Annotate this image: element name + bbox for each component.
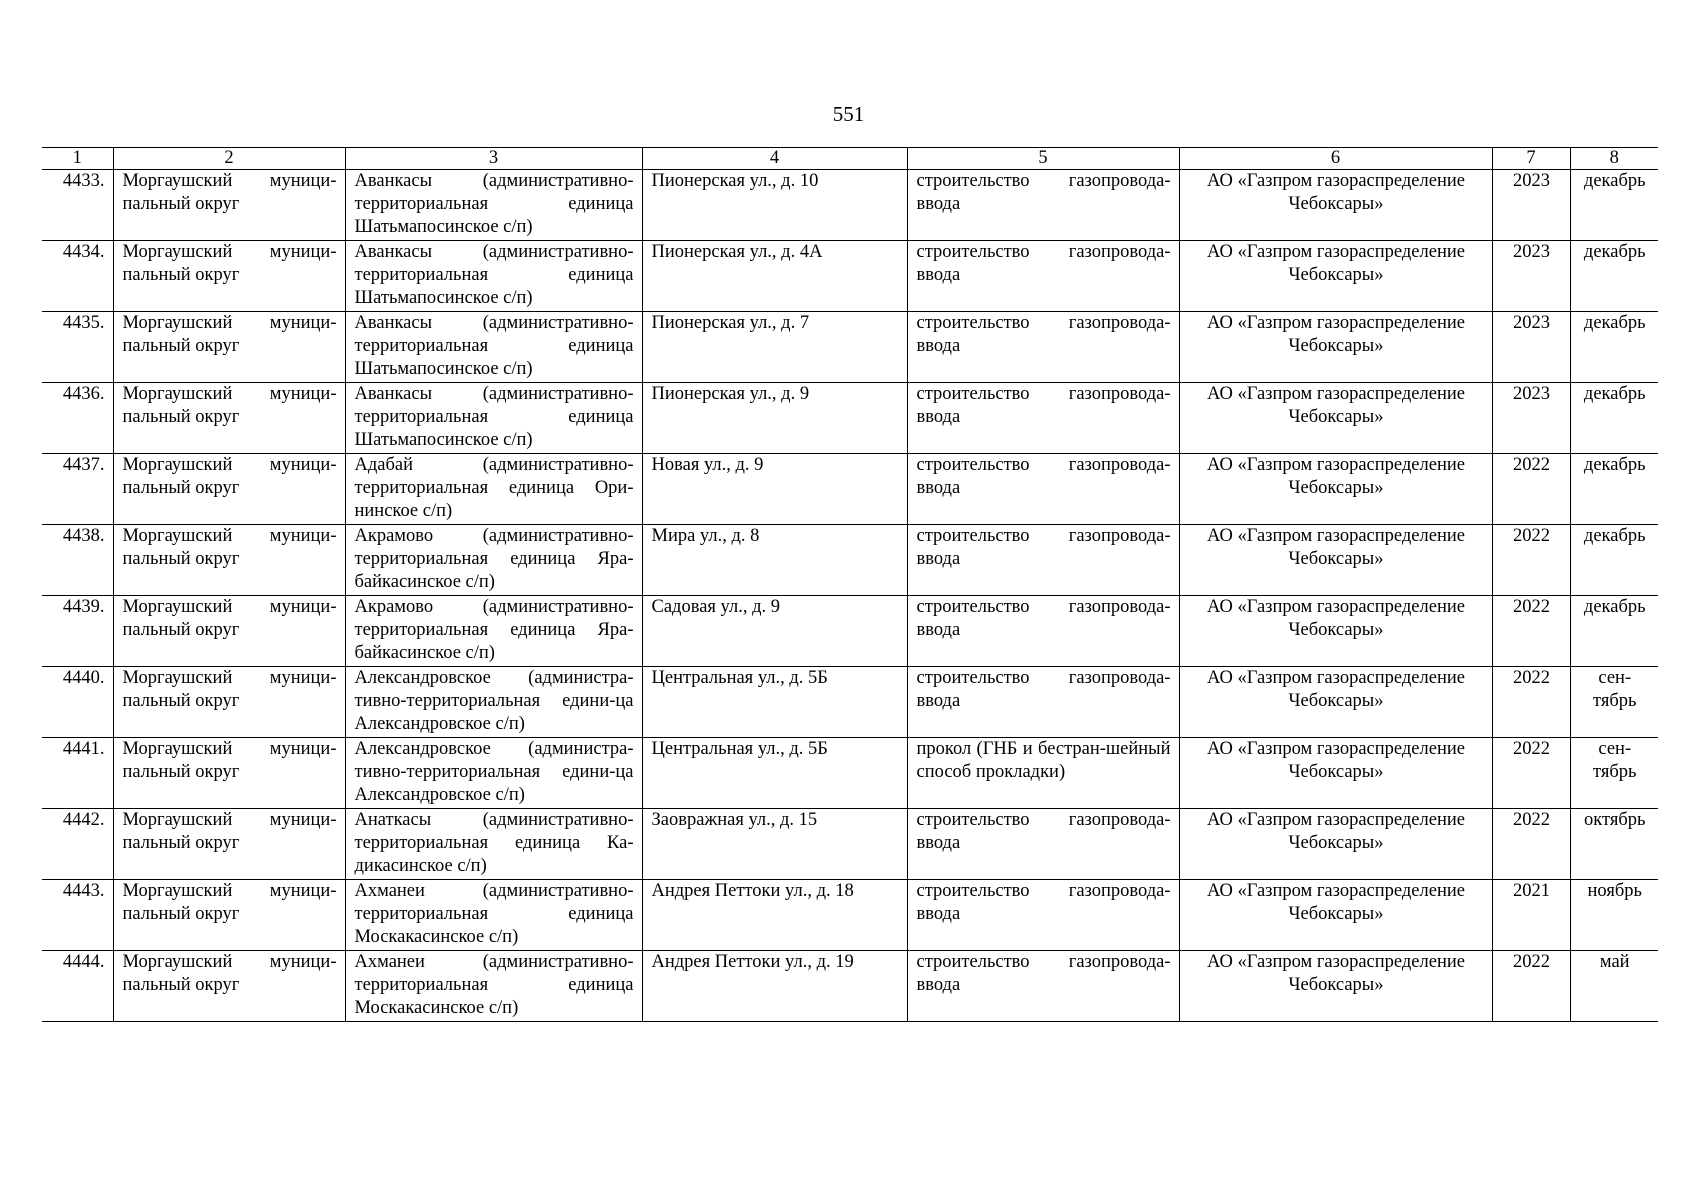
month-cell: декабрь	[1570, 312, 1658, 383]
district-cell: Моргаушский муници-пальный округ	[113, 951, 345, 1022]
table-body	[42, 170, 1658, 1022]
work-type-cell: строительство газопровода-ввода	[907, 170, 1179, 241]
row-number: 4443.	[42, 880, 113, 951]
work-type-cell: строительство газопровода-ввода	[907, 383, 1179, 454]
page-number: 551	[832, 102, 865, 126]
year-cell: 2022	[1492, 525, 1570, 596]
address-cell: Пионерская ул., д. 10	[642, 170, 907, 241]
work-type-cell: прокол (ГНБ и бестран-шейный способ прокладки)	[907, 738, 1179, 809]
row-number: 4437.	[42, 454, 113, 525]
address-cell: Новая ул., д. 9	[642, 454, 907, 525]
year-cell: 2022	[1492, 667, 1570, 738]
organization-cell: АО «Газпром газораспределение Чебоксары»	[1179, 241, 1492, 312]
address-cell: Андрея Петтоки ул., д. 18	[642, 880, 907, 951]
address-cell: Пионерская ул., д. 7	[642, 312, 907, 383]
year-cell: 2022	[1492, 809, 1570, 880]
work-type-cell: строительство газопровода-ввода	[907, 596, 1179, 667]
settlement-cell: Александровское (администра-тивно-территориальная едини-ца Александровское с/п)	[345, 738, 642, 809]
month-cell: сен-тябрь	[1570, 738, 1658, 809]
column-header: 2	[113, 148, 345, 170]
year-cell: 2021	[1492, 880, 1570, 951]
year-cell: 2023	[1492, 241, 1570, 312]
settlement-cell: Ахманеи (административно-территориальная единица Москакасинское с/п)	[345, 951, 642, 1022]
year-cell: 2022	[1492, 454, 1570, 525]
district-cell: Моргаушский муници-пальный округ	[113, 667, 345, 738]
district-cell: Моргаушский муници-пальный округ	[113, 596, 345, 667]
organization-cell: АО «Газпром газораспределение Чебоксары»	[1179, 525, 1492, 596]
year-cell: 2023	[1492, 312, 1570, 383]
row-number: 4441.	[42, 738, 113, 809]
row-number: 4433.	[42, 170, 113, 241]
organization-cell: АО «Газпром газораспределение Чебоксары»	[1179, 383, 1492, 454]
row-number: 4435.	[42, 312, 113, 383]
settlement-cell: Аванкасы (административно-территориальная единица Шатьмапосинское с/п)	[345, 170, 642, 241]
row-number: 4436.	[42, 383, 113, 454]
organization-cell: АО «Газпром газораспределение Чебоксары»	[1179, 170, 1492, 241]
address-cell: Заовражная ул., д. 15	[642, 809, 907, 880]
work-type-cell: строительство газопровода-ввода	[907, 667, 1179, 738]
district-cell: Моргаушский муници-пальный округ	[113, 809, 345, 880]
district-cell: Моргаушский муници-пальный округ	[113, 241, 345, 312]
year-cell: 2022	[1492, 738, 1570, 809]
table-row	[42, 951, 1658, 1022]
work-type-cell: строительство газопровода-ввода	[907, 951, 1179, 1022]
year-cell: 2022	[1492, 951, 1570, 1022]
table-row	[42, 809, 1658, 880]
settlement-cell: Акрамово (административно-территориальная единица Яра-байкасинское с/п)	[345, 596, 642, 667]
table-row	[42, 170, 1658, 241]
settlement-cell: Адабай (административно-территориальная единица Ори-нинское с/п)	[345, 454, 642, 525]
month-cell: май	[1570, 951, 1658, 1022]
table-row	[42, 241, 1658, 312]
month-cell: декабрь	[1570, 596, 1658, 667]
settlement-cell: Ахманеи (административно-территориальная единица Москакасинское с/п)	[345, 880, 642, 951]
column-header: 4	[642, 148, 907, 170]
settlement-cell: Аванкасы (административно-территориальная единица Шатьмапосинское с/п)	[345, 312, 642, 383]
month-cell: декабрь	[1570, 383, 1658, 454]
district-cell: Моргаушский муници-пальный округ	[113, 880, 345, 951]
settlement-cell: Александровское (администра-тивно-территориальная едини-ца Александровское с/п)	[345, 667, 642, 738]
organization-cell: АО «Газпром газораспределение Чебоксары»	[1179, 667, 1492, 738]
column-header: 6	[1179, 148, 1492, 170]
month-cell: декабрь	[1570, 241, 1658, 312]
table-row	[42, 880, 1658, 951]
table-row	[42, 667, 1658, 738]
work-type-cell: строительство газопровода-ввода	[907, 880, 1179, 951]
row-number: 4442.	[42, 809, 113, 880]
column-header: 7	[1492, 148, 1570, 170]
address-cell: Центральная ул., д. 5Б	[642, 667, 907, 738]
month-cell: декабрь	[1570, 170, 1658, 241]
column-header: 8	[1570, 148, 1658, 170]
row-number: 4434.	[42, 241, 113, 312]
month-cell: декабрь	[1570, 454, 1658, 525]
year-cell: 2023	[1492, 170, 1570, 241]
district-cell: Моргаушский муници-пальный округ	[113, 454, 345, 525]
settlement-cell: Анаткасы (административно-территориальная единица Ка-дикасинское с/п)	[345, 809, 642, 880]
table-row	[42, 738, 1658, 809]
work-type-cell: строительство газопровода-ввода	[907, 809, 1179, 880]
column-header: 3	[345, 148, 642, 170]
table-row	[42, 596, 1658, 667]
settlement-cell: Аванкасы (административно-территориальная единица Шатьмапосинское с/п)	[345, 383, 642, 454]
year-cell: 2022	[1492, 596, 1570, 667]
district-cell: Моргаушский муници-пальный округ	[113, 525, 345, 596]
work-type-cell: строительство газопровода-ввода	[907, 241, 1179, 312]
address-cell: Садовая ул., д. 9	[642, 596, 907, 667]
month-cell: октябрь	[1570, 809, 1658, 880]
organization-cell: АО «Газпром газораспределение Чебоксары»	[1179, 951, 1492, 1022]
address-cell: Мира ул., д. 8	[642, 525, 907, 596]
row-number: 4438.	[42, 525, 113, 596]
organization-cell: АО «Газпром газораспределение Чебоксары»	[1179, 738, 1492, 809]
year-cell: 2023	[1492, 383, 1570, 454]
address-cell: Пионерская ул., д. 4А	[642, 241, 907, 312]
organization-cell: АО «Газпром газораспределение Чебоксары»	[1179, 454, 1492, 525]
data-table	[42, 147, 1658, 1022]
settlement-cell: Акрамово (административно-территориальная единица Яра-байкасинское с/п)	[345, 525, 642, 596]
work-type-cell: строительство газопровода-ввода	[907, 454, 1179, 525]
district-cell: Моргаушский муници-пальный округ	[113, 312, 345, 383]
table-row	[42, 454, 1658, 525]
district-cell: Моргаушский муници-пальный округ	[113, 170, 345, 241]
organization-cell: АО «Газпром газораспределение Чебоксары»	[1179, 596, 1492, 667]
settlement-cell: Аванкасы (административно-территориальная единица Шатьмапосинское с/п)	[345, 241, 642, 312]
organization-cell: АО «Газпром газораспределение Чебоксары»	[1179, 809, 1492, 880]
organization-cell: АО «Газпром газораспределение Чебоксары»	[1179, 312, 1492, 383]
month-cell: сен-тябрь	[1570, 667, 1658, 738]
organization-cell: АО «Газпром газораспределение Чебоксары»	[1179, 880, 1492, 951]
address-cell: Пионерская ул., д. 9	[642, 383, 907, 454]
month-cell: декабрь	[1570, 525, 1658, 596]
work-type-cell: строительство газопровода-ввода	[907, 312, 1179, 383]
month-cell: ноябрь	[1570, 880, 1658, 951]
table-row	[42, 383, 1658, 454]
district-cell: Моргаушский муници-пальный округ	[113, 738, 345, 809]
table-row	[42, 525, 1658, 596]
row-number: 4444.	[42, 951, 113, 1022]
row-number: 4440.	[42, 667, 113, 738]
column-header: 5	[907, 148, 1179, 170]
district-cell: Моргаушский муници-пальный округ	[113, 383, 345, 454]
work-type-cell: строительство газопровода-ввода	[907, 525, 1179, 596]
row-number: 4439.	[42, 596, 113, 667]
column-header: 1	[42, 148, 113, 170]
table-header-row	[42, 148, 1658, 170]
table-row	[42, 312, 1658, 383]
address-cell: Андрея Петтоки ул., д. 19	[642, 951, 907, 1022]
address-cell: Центральная ул., д. 5Б	[642, 738, 907, 809]
